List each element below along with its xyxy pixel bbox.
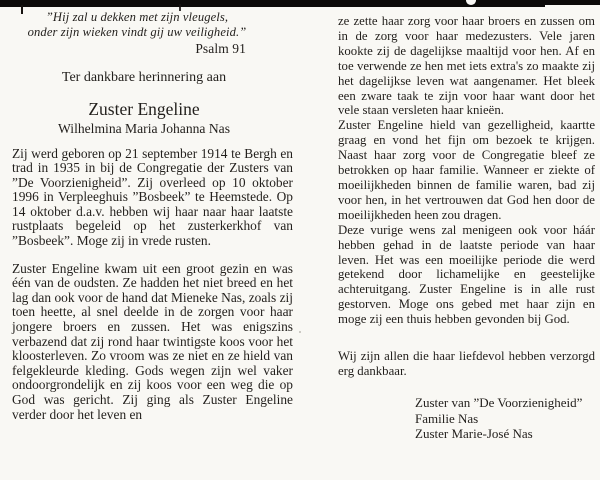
psalm-quote-line: onder zijn wieken vindt gij uw veiligheid.” bbox=[27, 24, 247, 39]
psalm-attribution: Psalm 91 bbox=[195, 41, 246, 56]
memorial-paragraph: ze zette haar zorg voor haar broers en zussen om in de zorg voor haar medezusters. Vele jaren kookte zij de dagelijkse maaltijd voor hen. Af en toe verwende ze hen met iets extra's zo maakte zij het dagelijkse leven wat aangenamer. Het bleek een zware taak te zijn voor haar want door het vele staan versleten haar knieën. bbox=[338, 14, 595, 118]
scan-top-edge bbox=[0, 0, 600, 7]
deceased-full-name: Wilhelmina Maria Johanna Nas bbox=[58, 120, 230, 136]
memorial-paragraph: Deze vurige wens zal menigeen ook voor háár hebben gehad in de laatste periode van haar leven. Het was een moeilijke periode die werd getekend door lichamelijke en geestelijke achteruitgang. Zuster Engeline is in alle rust gestorven. Moge ons gebed met haar zijn en moge zij een thuis hebben gevonden bij God. bbox=[338, 222, 595, 327]
psalm-quote-line: ”Hij zal u dekken met zijn vleugels, bbox=[45, 10, 229, 24]
right-page bbox=[338, 14, 595, 442]
psalm-quote bbox=[27, 10, 247, 57]
deceased-name: Zuster Engeline bbox=[88, 98, 200, 119]
thanks-paragraph: Wij zijn allen die haar liefdevol hebben verzorgd erg dankbaar. bbox=[338, 349, 595, 378]
signature-line: Zuster van ”De Voorzienigheid” bbox=[415, 394, 583, 410]
signature-line: Familie Nas bbox=[415, 410, 479, 426]
signature-block bbox=[415, 395, 595, 442]
left-page bbox=[12, 10, 293, 422]
scan-speck bbox=[299, 331, 301, 333]
scan-edge-thin-section bbox=[545, 5, 600, 7]
scan-edge-notch bbox=[466, 0, 476, 5]
dedication-line: Ter dankbare herinnering aan bbox=[61, 69, 227, 85]
bio-paragraph: Zuster Engeline kwam uit een groot gezin en was één van de oudsten. Ze hadden het niet breed en het lag dan ook voor de hand dat Mieneke Nas, zoals zij toen heette, al snel deelde in de zorgen voor haar jongere broers en zussen. Het was enigszins verbazend dat zij rond haar twintigste koos voor het kloosterleven. Zo vroom was ze niet en ze hield van felgekleurde kleding. Gods wegen zijn wel vaker ondoorgrondelijk en zij koos voor een weg die op God was gericht. Zij ging als Zuster Engeline verder door het leven en bbox=[12, 260, 293, 422]
signature-line: Zuster Marie-José Nas bbox=[415, 426, 533, 442]
memorial-paragraph: Zuster Engeline hield van gezelligheid, kaartte graag en vond het fijn om bezoek te krijgen. Naast haar zorg voor de Congregatie bleef ze betrokken op haar familie. Wanneer er ziekte of moeilijkheden binnen de familie waren, bad zij voor hen, in het vertrouwen dat God hen door de moeilijkheden heen zou dragen. bbox=[338, 118, 595, 222]
bio-paragraph: Zij werd geboren op 21 september 1914 te Bergh en trad in 1935 in bij de Congregatie der Zusters van ”De Voorzienigheid”. Zij overleed op 10 oktober 1996 in Verpleeghuis ”Bosbeek” te Heemstede. Op 14 oktober d.a.v. hebben wij haar naar haar laatste rustplaats begeleid op het zusterkerkhof van ”Bosbeek”. Moge zij in vrede rusten. bbox=[12, 145, 293, 249]
memorial-heading bbox=[12, 70, 276, 137]
